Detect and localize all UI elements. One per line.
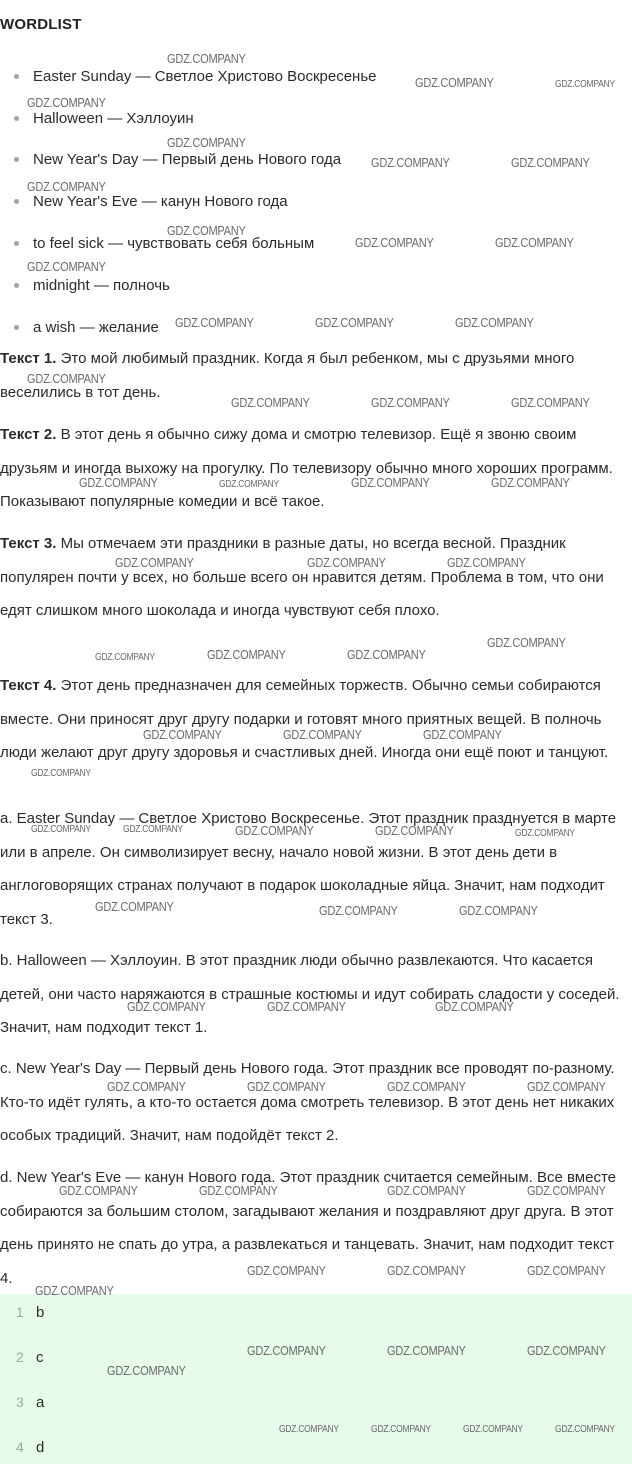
explanation-b: b. Halloween — Хэллоуин. В этот праздник люди обычно развлекаются. Что касается детей, они часто наряжаются в страшные костюмы и идут собирать сладости у соседей. Значит, нам подходит текст 1. [0,952,620,1036]
text-4 [0,669,628,770]
watermark: GDZ.COMPANY [387,1183,466,1198]
watermark: GDZ.COMPANY [27,371,106,386]
watermark: GDZ.COMPANY [107,1079,186,1094]
text-3 [0,527,628,628]
bullet-icon [14,116,19,121]
watermark: GDZ.COMPANY [447,555,526,570]
watermark: GDZ.COMPANY [527,1263,606,1278]
watermark: GDZ.COMPANY [387,1343,466,1358]
watermark: GDZ.COMPANY [219,479,279,490]
answer-table [0,1294,632,1464]
watermark: GDZ.COMPANY [527,1079,606,1094]
watermark: GDZ.COMPANY [371,155,450,170]
watermark: GDZ.COMPANY [515,828,575,839]
table-row [0,1388,632,1418]
text-label: Текст 3. [0,535,57,552]
watermark: GDZ.COMPANY [315,315,394,330]
watermark: GDZ.COMPANY [199,1183,278,1198]
watermark: GDZ.COMPANY [95,652,155,663]
watermark: GDZ.COMPANY [371,395,450,410]
watermark: GDZ.COMPANY [511,155,590,170]
watermark: GDZ.COMPANY [35,1283,114,1298]
list-item [14,318,159,338]
bullet-icon [14,241,19,246]
watermark: GDZ.COMPANY [247,1079,326,1094]
list-item [14,192,288,212]
watermark: GDZ.COMPANY [231,395,310,410]
text-label: Текст 1. [0,350,57,367]
bullet-icon [14,325,19,330]
word-entry: Easter Sunday — Светлое Христово Воскресенье [33,68,377,85]
table-row [0,1298,632,1328]
watermark: GDZ.COMPANY [167,135,246,150]
watermark: GDZ.COMPANY [307,555,386,570]
watermark: GDZ.COMPANY [175,315,254,330]
watermark: GDZ.COMPANY [247,1343,326,1358]
word-entry: New Year's Eve — канун Нового года [33,193,288,210]
answer-number: 2 [16,1349,24,1365]
watermark: GDZ.COMPANY [79,475,158,490]
watermark: GDZ.COMPANY [355,235,434,250]
watermark: GDZ.COMPANY [235,823,314,838]
explanation-d: d. New Year's Eve — канун Нового года. Этот праздник считается семейным. Все вместе собираются за большим столом, загадывают желания и поздравляют друг друга. В этот день принято не спать до утра, а развлекаться и танцевать. Значит, нам подходит текст 4. [0,1169,616,1287]
watermark: GDZ.COMPANY [375,823,454,838]
answer-value: b [36,1304,45,1321]
watermark: GDZ.COMPANY [123,824,183,835]
wordlist-title: WORDLIST [0,16,82,33]
watermark: GDZ.COMPANY [167,223,246,238]
watermark: GDZ.COMPANY [95,899,174,914]
bullet-icon [14,157,19,162]
watermark: GDZ.COMPANY [283,727,362,742]
watermark: GDZ.COMPANY [27,95,106,110]
explanation-c: c. New Year's Day — Первый день Нового года. Этот праздник все проводят по-разному. Кто-то идёт гулять, а кто-то остается дома смотреть телевизор. В этот день нет никаких особых традиций. Значит, нам подойдёт текст 2. [0,1060,615,1144]
watermark: GDZ.COMPANY [487,635,566,650]
watermark: GDZ.COMPANY [527,1183,606,1198]
list-item [14,276,170,296]
text-label: Текст 4. [0,677,57,694]
watermark: GDZ.COMPANY [279,1424,339,1435]
word-entry: to feel sick — чувствовать себя больным [33,235,315,252]
word-entry: midnight — полночь [33,277,170,294]
watermark: GDZ.COMPANY [423,727,502,742]
table-row [0,1433,632,1463]
text-body: Это мой любимый праздник. Когда я был ребенком, мы с друзьями много веселились в тот день. [0,350,575,401]
watermark: GDZ.COMPANY [555,1424,615,1435]
answer-number: 1 [16,1304,24,1320]
watermark: GDZ.COMPANY [247,1263,326,1278]
list-item [14,150,341,170]
watermark: GDZ.COMPANY [267,999,346,1014]
watermark: GDZ.COMPANY [351,475,430,490]
watermark: GDZ.COMPANY [347,647,426,662]
watermark: GDZ.COMPANY [387,1263,466,1278]
watermark: GDZ.COMPANY [511,395,590,410]
text-label: Текст 2. [0,426,57,443]
watermark: GDZ.COMPANY [435,999,514,1014]
word-entry: a wish — желание [33,319,159,336]
watermark: GDZ.COMPANY [415,75,494,90]
list-item [14,67,376,87]
watermark: GDZ.COMPANY [459,903,538,918]
watermark: GDZ.COMPANY [143,727,222,742]
answer-value: a [36,1394,45,1411]
watermark: GDZ.COMPANY [167,51,246,66]
watermark: GDZ.COMPANY [387,1079,466,1094]
watermark: GDZ.COMPANY [27,259,106,274]
watermark: GDZ.COMPANY [27,179,106,194]
watermark: GDZ.COMPANY [495,235,574,250]
text-body: Мы отмечаем эти праздники в разные даты, но всегда весной. Праздник популярен почти у всех, но больше всего он нравится детям. Проблема в том, что они едят слишком много шоколада и иногда чувствуют себя плохо. [0,535,604,619]
watermark: GDZ.COMPANY [455,315,534,330]
text-body: Этот день предназначен для семейных торжеств. Обычно семьи собираются вместе. Они приносят друг другу подарки и готовят много приятных вещей. В полночь люди желают друг другу здоровья и счастливых дней. Иногда они ещё поют и танцуют. [0,677,609,761]
answer-value: c [36,1349,44,1366]
answer-number: 4 [16,1439,24,1455]
watermark: GDZ.COMPANY [527,1343,606,1358]
list-item [14,234,314,254]
word-entry: Halloween — Хэллоуин [33,110,194,127]
watermark: GDZ.COMPANY [207,647,286,662]
answer-value: d [36,1439,45,1456]
bullet-icon [14,74,19,79]
watermark: GDZ.COMPANY [319,903,398,918]
list-item [14,109,194,129]
watermark: GDZ.COMPANY [463,1424,523,1435]
explanation-a: a. Easter Sunday — Светлое Христово Воскресенье. Этот праздник празднуется в марте или в апреле. Он символизирует весну, начало новой жизни. В этот день дети в англоговорящих странах получают в подарок шоколадные яйца. Значит, нам подходит текст 3. [0,810,617,928]
watermark: GDZ.COMPANY [59,1183,138,1198]
word-entry: New Year's Day — Первый день Нового года [33,151,342,168]
watermark: GDZ.COMPANY [31,824,91,835]
watermark: GDZ.COMPANY [491,475,570,490]
watermark: GDZ.COMPANY [127,999,206,1014]
watermark: GDZ.COMPANY [555,79,615,90]
bullet-icon [14,283,19,288]
watermark: GDZ.COMPANY [107,1363,186,1378]
watermark: GDZ.COMPANY [115,555,194,570]
answer-number: 3 [16,1394,24,1410]
text-body: В этот день я обычно сижу дома и смотрю телевизор. Ещё я звоню своим друзьям и иногда выхожу на прогулку. По телевизору обычно много хороших программ. Показывают популярные комедии и всё такое. [0,426,613,510]
text-2 [0,418,628,519]
watermark: GDZ.COMPANY [31,768,91,779]
watermark: GDZ.COMPANY [371,1424,431,1435]
bullet-icon [14,199,19,204]
